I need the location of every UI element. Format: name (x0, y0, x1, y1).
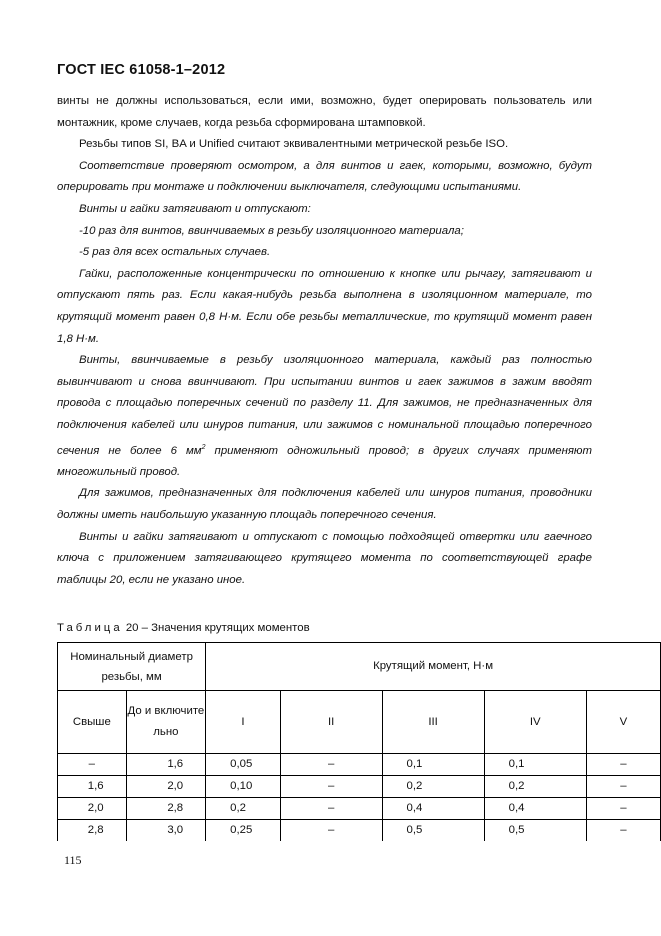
table-cell: – (280, 776, 382, 798)
table-cell: 0,1 (382, 754, 484, 776)
table-cell: 0,2 (206, 798, 281, 820)
table-cell: – (586, 820, 660, 842)
paragraph: Соответствие проверяют осмотром, а для винтов и гаек, которыми, возможно, будут оперировать при монтаже и подключении выключателя, следующими испытаниями. (57, 159, 592, 194)
table-cell: – (280, 798, 382, 820)
table-cell: 2,8 (58, 820, 127, 842)
header-torque: Крутящий момент, Н·м (206, 643, 661, 691)
paragraph-part: Винты, ввинчиваемые в резьбу изоляционного материала, каждый раз полностью вывинчивают и снова ввинчивают. При испытании винтов и гаек зажимов в зажим вводят провода с площадью поперечных сечений по разделу 11. Для зажимов, не предназначенных для подключения кабелей или шнуров питания, или зажимов с номинальной площадью поперечного сечения не более 6 мм (57, 354, 592, 457)
table-row (58, 820, 661, 842)
table-cell: – (586, 798, 660, 820)
paragraph: -10 раз для винтов, ввинчиваемых в резьбу изоляционного материала; (79, 224, 464, 237)
header-nominal-diameter: Номинальный диаметр резьбы, мм (58, 643, 206, 691)
table-cell: 1,6 (126, 754, 206, 776)
paragraph: -5 раз для всех остальных случаев. (79, 246, 271, 259)
table-cell: 2,8 (126, 798, 206, 820)
table-cell: 1,6 (58, 776, 127, 798)
column-header: III (382, 691, 484, 754)
table-caption-text: 20 – Значения крутящих моментов (122, 622, 310, 634)
paragraph: Для зажимов, предназначенных для подключения кабелей или шнуров питания, проводники должны иметь наибольшую указанную площадь поперечного сечения. (57, 487, 592, 522)
header-upto: До и включительно (126, 691, 206, 754)
paragraph: Гайки, расположенные концентрически по отношению к кнопке или рычагу, затягивают и отпускают пять раз. Если какая-нибудь резьба выполнена в изоляционном материале, то крутящий момент равен 0,8 Н·м. Если обе резьбы металлические, то крутящий момент равен 1,8 Н·м. (57, 267, 592, 345)
table-cell: 2,0 (126, 776, 206, 798)
paragraph: Резьбы типов SI, BA и Unified считают эквивалентными метрической резьбе ISO. (79, 138, 509, 151)
document-title: ГОСТ IEC 61058-1–2012 (57, 62, 226, 78)
table-cell: 0,5 (382, 820, 484, 842)
column-header: IV (484, 691, 586, 754)
paragraph: винты не должны использоваться, если ими, возможно, будет оперировать пользователь или монтажник, кроме случаев, когда резьба сформирована штамповкой. (57, 95, 592, 129)
table-cell: 0,5 (484, 820, 586, 842)
table-cell: 3,0 (126, 820, 206, 842)
table-row (58, 754, 661, 776)
table-row (58, 776, 661, 798)
paragraph: Винты и гайки затягивают и отпускают с помощью подходящей отвертки или гаечного ключа с приложением затягивающего крутящего момента по соответствующей графе таблицы 20, если не указано иное. (57, 530, 592, 586)
page-number: 115 (64, 853, 82, 867)
table-cell: 2,0 (58, 798, 127, 820)
table-cell: – (280, 820, 382, 842)
table-cell: 0,2 (484, 776, 586, 798)
table-caption-word: Таблица (57, 622, 123, 634)
paragraph: Винты и гайки затягивают и отпускают: (79, 202, 311, 215)
column-header: V (586, 691, 660, 754)
table-cell: 0,2 (382, 776, 484, 798)
table-cell: 0,4 (484, 798, 586, 820)
paragraph (57, 350, 592, 483)
header-over: Свыше (58, 691, 127, 754)
table-cell: 0,10 (206, 776, 281, 798)
table-cell: – (586, 776, 660, 798)
table-row (58, 798, 661, 820)
table-cell: 0,25 (206, 820, 281, 842)
table-caption (57, 622, 310, 634)
table-cell: 0,05 (206, 754, 281, 776)
torque-table (57, 642, 661, 841)
table-cell: – (58, 754, 127, 776)
table-cell: – (280, 754, 382, 776)
table-cell: 0,4 (382, 798, 484, 820)
column-header: I (206, 691, 281, 754)
column-header: II (280, 691, 382, 754)
body-text (57, 91, 592, 591)
table-cell: – (586, 754, 660, 776)
table-cell: 0,1 (484, 754, 586, 776)
paragraph-part: применяют одножильный провод; в других случаях применяют многожильный провод. (57, 444, 592, 478)
superscript: 2 (201, 443, 206, 451)
